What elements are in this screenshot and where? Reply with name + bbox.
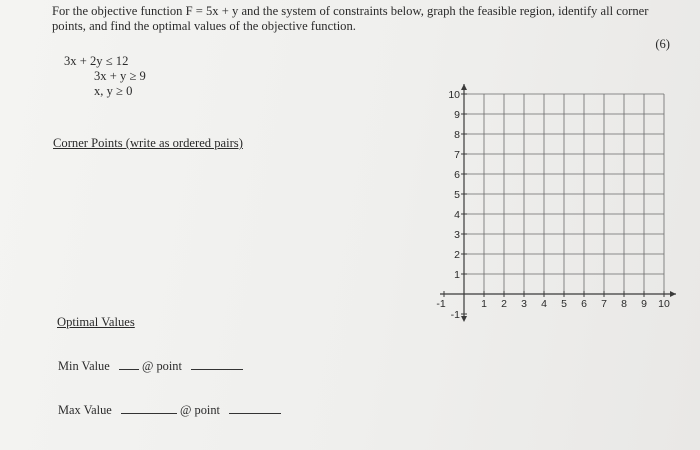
y-tick-label: 4 [454, 209, 460, 221]
y-tick-label: 7 [454, 149, 460, 161]
coordinate-grid-svg[interactable] [436, 89, 690, 360]
x-tick-label: 3 [521, 298, 527, 310]
x-tick-label: 8 [621, 298, 627, 310]
x-tick-label: 2 [501, 298, 507, 310]
min-value-label: Min Value [58, 359, 110, 373]
corner-points-label: Corner Points (write as ordered pairs) [53, 136, 243, 150]
min-at-point-label: @ point [141, 359, 182, 373]
y-tick-label: 6 [454, 169, 460, 181]
min-value-row [58, 359, 243, 374]
constraint-1: 3x + 2y ≤ 12 [64, 54, 129, 68]
x-tick-label: 5 [561, 298, 567, 310]
x-tick-label: -1 [436, 298, 446, 310]
y-axis-arrow-up [461, 84, 467, 90]
x-tick-label: 10 [658, 298, 670, 310]
question-prompt: For the objective function F = 5x + y and the system of constraints below, graph the feasible region, identify all corner points, and find the optimal values of the objective function. [52, 4, 649, 33]
x-tick-label: 4 [541, 298, 547, 310]
constraint-2: 3x + y ≥ 9 [94, 69, 146, 83]
y-tick-label: 8 [454, 129, 460, 141]
max-value-row [58, 403, 281, 418]
y-tick-label: -1 [450, 309, 460, 321]
max-value-label: Max Value [58, 403, 112, 417]
coordinate-grid[interactable] [436, 89, 690, 360]
y-tick-label: 5 [454, 189, 460, 201]
min-point-blank[interactable] [191, 359, 243, 370]
y-axis-arrow-down [461, 316, 467, 322]
x-tick-label: 7 [601, 298, 607, 310]
y-tick-label: 3 [454, 229, 460, 241]
points-value: (6) [655, 37, 670, 51]
x-tick-label: 1 [481, 298, 487, 310]
x-tick-label: 6 [581, 298, 587, 310]
x-axis-arrow [670, 291, 676, 297]
x-tick-label: 9 [641, 298, 647, 310]
optimal-values-label: Optimal Values [57, 315, 135, 329]
y-tick-label: 2 [454, 249, 460, 261]
max-point-blank[interactable] [229, 403, 281, 414]
constraint-3: x, y ≥ 0 [94, 84, 133, 98]
y-tick-label: 9 [454, 109, 460, 121]
max-at-point-label: @ point [180, 403, 220, 417]
min-value-blank[interactable] [119, 359, 139, 370]
y-tick-label: 10 [448, 89, 460, 101]
y-tick-label: 1 [454, 269, 460, 281]
max-value-blank[interactable] [121, 403, 177, 414]
